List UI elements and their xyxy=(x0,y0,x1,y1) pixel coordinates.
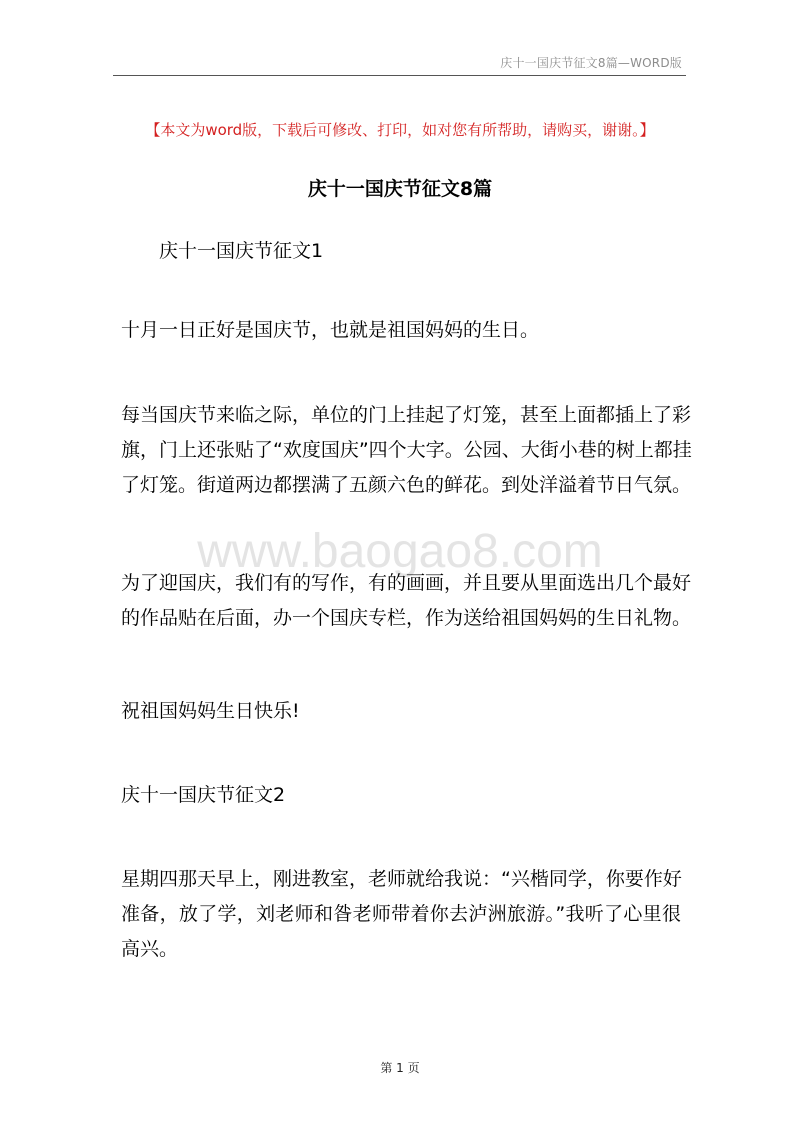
paragraph-line: 旗，门上还张贴了“欢度国庆”四个大字。公园、大街小巷的树上都挂 xyxy=(121,439,692,461)
paragraph xyxy=(121,313,681,348)
paragraph-line: 的作品贴在后面，办一个国庆专栏，作为送给祖国妈妈的生日礼物。 xyxy=(121,607,692,629)
page-number: 第 1 页 xyxy=(380,1061,420,1075)
paragraph-line: 每当国庆节来临之际，单位的门上挂起了灯笼，甚至上面都插上了彩 xyxy=(121,404,692,426)
running-header: 庆十一国庆节征文8篇—WORD版 xyxy=(500,56,682,70)
paragraph-line: 星期四那天早上，刚进教室，老师就给我说：“兴楷同学，你要作好 xyxy=(121,868,682,890)
paragraph-line: 为了迎国庆，我们有的写作，有的画画，并且要从里面选出几个最好 xyxy=(121,572,692,594)
paragraph-line: 了灯笼。街道两边都摆满了五颜六色的鲜花。到处洋溢着节日气氛。 xyxy=(121,474,692,496)
paragraph-line: 准备，放了学，刘老师和昝老师带着你去泸洲旅游。”我听了心里很 xyxy=(121,903,681,925)
paragraph-line: 祝祖国妈妈生日快乐! xyxy=(121,700,300,722)
paragraph-line: 十月一日正好是国庆节，也就是祖国妈妈的生日。 xyxy=(121,319,540,341)
paragraph xyxy=(121,398,692,503)
header-divider xyxy=(113,75,686,76)
section-heading-1 xyxy=(159,234,719,269)
document-title: 庆十一国庆节征文8篇 xyxy=(307,178,493,200)
paragraph-line: 高兴。 xyxy=(121,938,179,960)
paragraph xyxy=(121,862,681,967)
paragraph xyxy=(121,694,681,729)
purchase-notice: 【本文为word版，下载后可修改、打印，如对您有所帮助，请购买，谢谢。】 xyxy=(145,121,655,139)
watermark: www.baogao8.com xyxy=(197,525,603,578)
paragraph-line: 庆十一国庆节征文1 xyxy=(159,240,324,262)
paragraph xyxy=(121,566,692,636)
paragraph-line: 庆十一国庆节征文2 xyxy=(121,784,286,806)
section-heading-2 xyxy=(121,778,681,813)
